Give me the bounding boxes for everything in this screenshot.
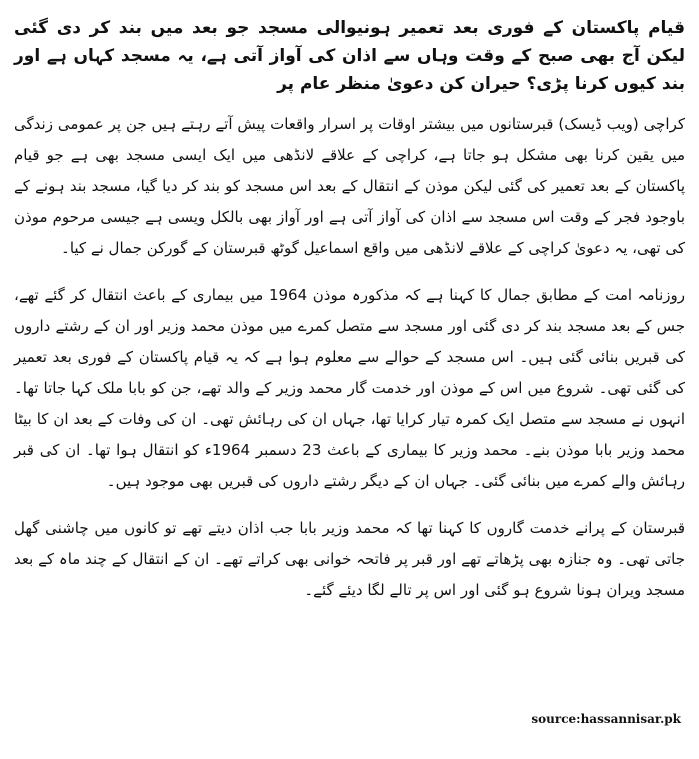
article-paragraph-2: روزنامہ امت کے مطابق جمال کا کہنا ہے کہ مذکورہ موذن 1964 میں بیماری کے باعث انتقال کر گئے تھے، جس کے بعد مسجد بند کر دی گئی اور مسجد سے متصل کمرے میں موذن محمد وزیر اور ان کے رشتے داروں کی قبریں بنائی گئی ہیں۔ اس مسجد کے حوالے سے معلوم ہوا ہے کہ یہ قیام پاکستان کے فوری بعد تعمیر کی گئی تھی۔ شروع میں اس کے موذن اور خدمت گار محمد وزیر کے والد تھے، جن کو بابا ملک کہا جاتا تھا۔ انہوں نے مسجد سے متصل ایک کمرہ تیار کرایا تھا، جہاں ان کی رہائش تھی۔ ان کی وفات کے بعد ان کا بیٹا محمد وزیر بابا موذن بنے۔ محمد وزیر کا بیماری کے باعث 23 دسمبر 1964ء کو انتقال ہوا تھا۔ ان کی قبر رہائش والے کمرے میں بنائی گئی۔ جہاں ان کے دیگر رشتے داروں کی قبریں بھی موجود ہیں۔: [14, 286, 686, 490]
article-paragraph-1: کراچی (ویب ڈیسک) قبرستانوں میں بیشتر اوقات پر اسرار واقعات پیش آتے رہتے ہیں جن پر عمومی زندگی میں یقین کرنا بھی مشکل ہو جاتا ہے، کراچی کے علاقے لانڈھی میں ایک ایسی مسجد بھی ہے جو قیام پاکستان کے بعد تعمیر کی گئی لیکن موذن کے انتقال کے بعد اس مسجد کو بند کر دیا گیا، مسجد بند ہونے کے باوجود فجر کے وقت اس مسجد سے اذان کی آواز آتی ہے اور آواز بھی بالکل ویسی ہے جیسی مرحوم موذن کی تھی، یہ دعویٰ کراچی کے علاقے لانڈھی میں واقع اسماعیل گوٹھ قبرستان کے گورکن جمال نے کیا۔: [14, 115, 685, 257]
article-headline: قیام پاکستان کے فوری بعد تعمیر ہونیوالی مسجد جو بعد میں بند کر دی گئی لیکن آج بھی صبح کے وقت وہاں سے اذان کی آواز آتی ہے، یہ مسجد کہاں ہے اور بند کیوں کرنا پڑی؟ حیران کن دعویٰ منظر عام پر: [14, 18, 685, 94]
article: [14, 14, 685, 622]
article-paragraph-3: قبرستان کے پرانے خدمت گاروں کا کہنا تھا کہ محمد وزیر بابا جب اذان دیتے تھے تو کانوں میں چاشنی گھل جاتی تھی۔ وہ جنازہ بھی پڑھاتے تھے اور قبر پر فاتحہ خوانی بھی کراتے تھے۔ ان کے انتقال کے چند ماہ کے بعد مسجد ویران ہونا شروع ہو گئی اور اس پر تالے لگا دیئے گئے۔: [14, 519, 685, 599]
source-credit: source:hassannisar.pk: [531, 712, 681, 726]
